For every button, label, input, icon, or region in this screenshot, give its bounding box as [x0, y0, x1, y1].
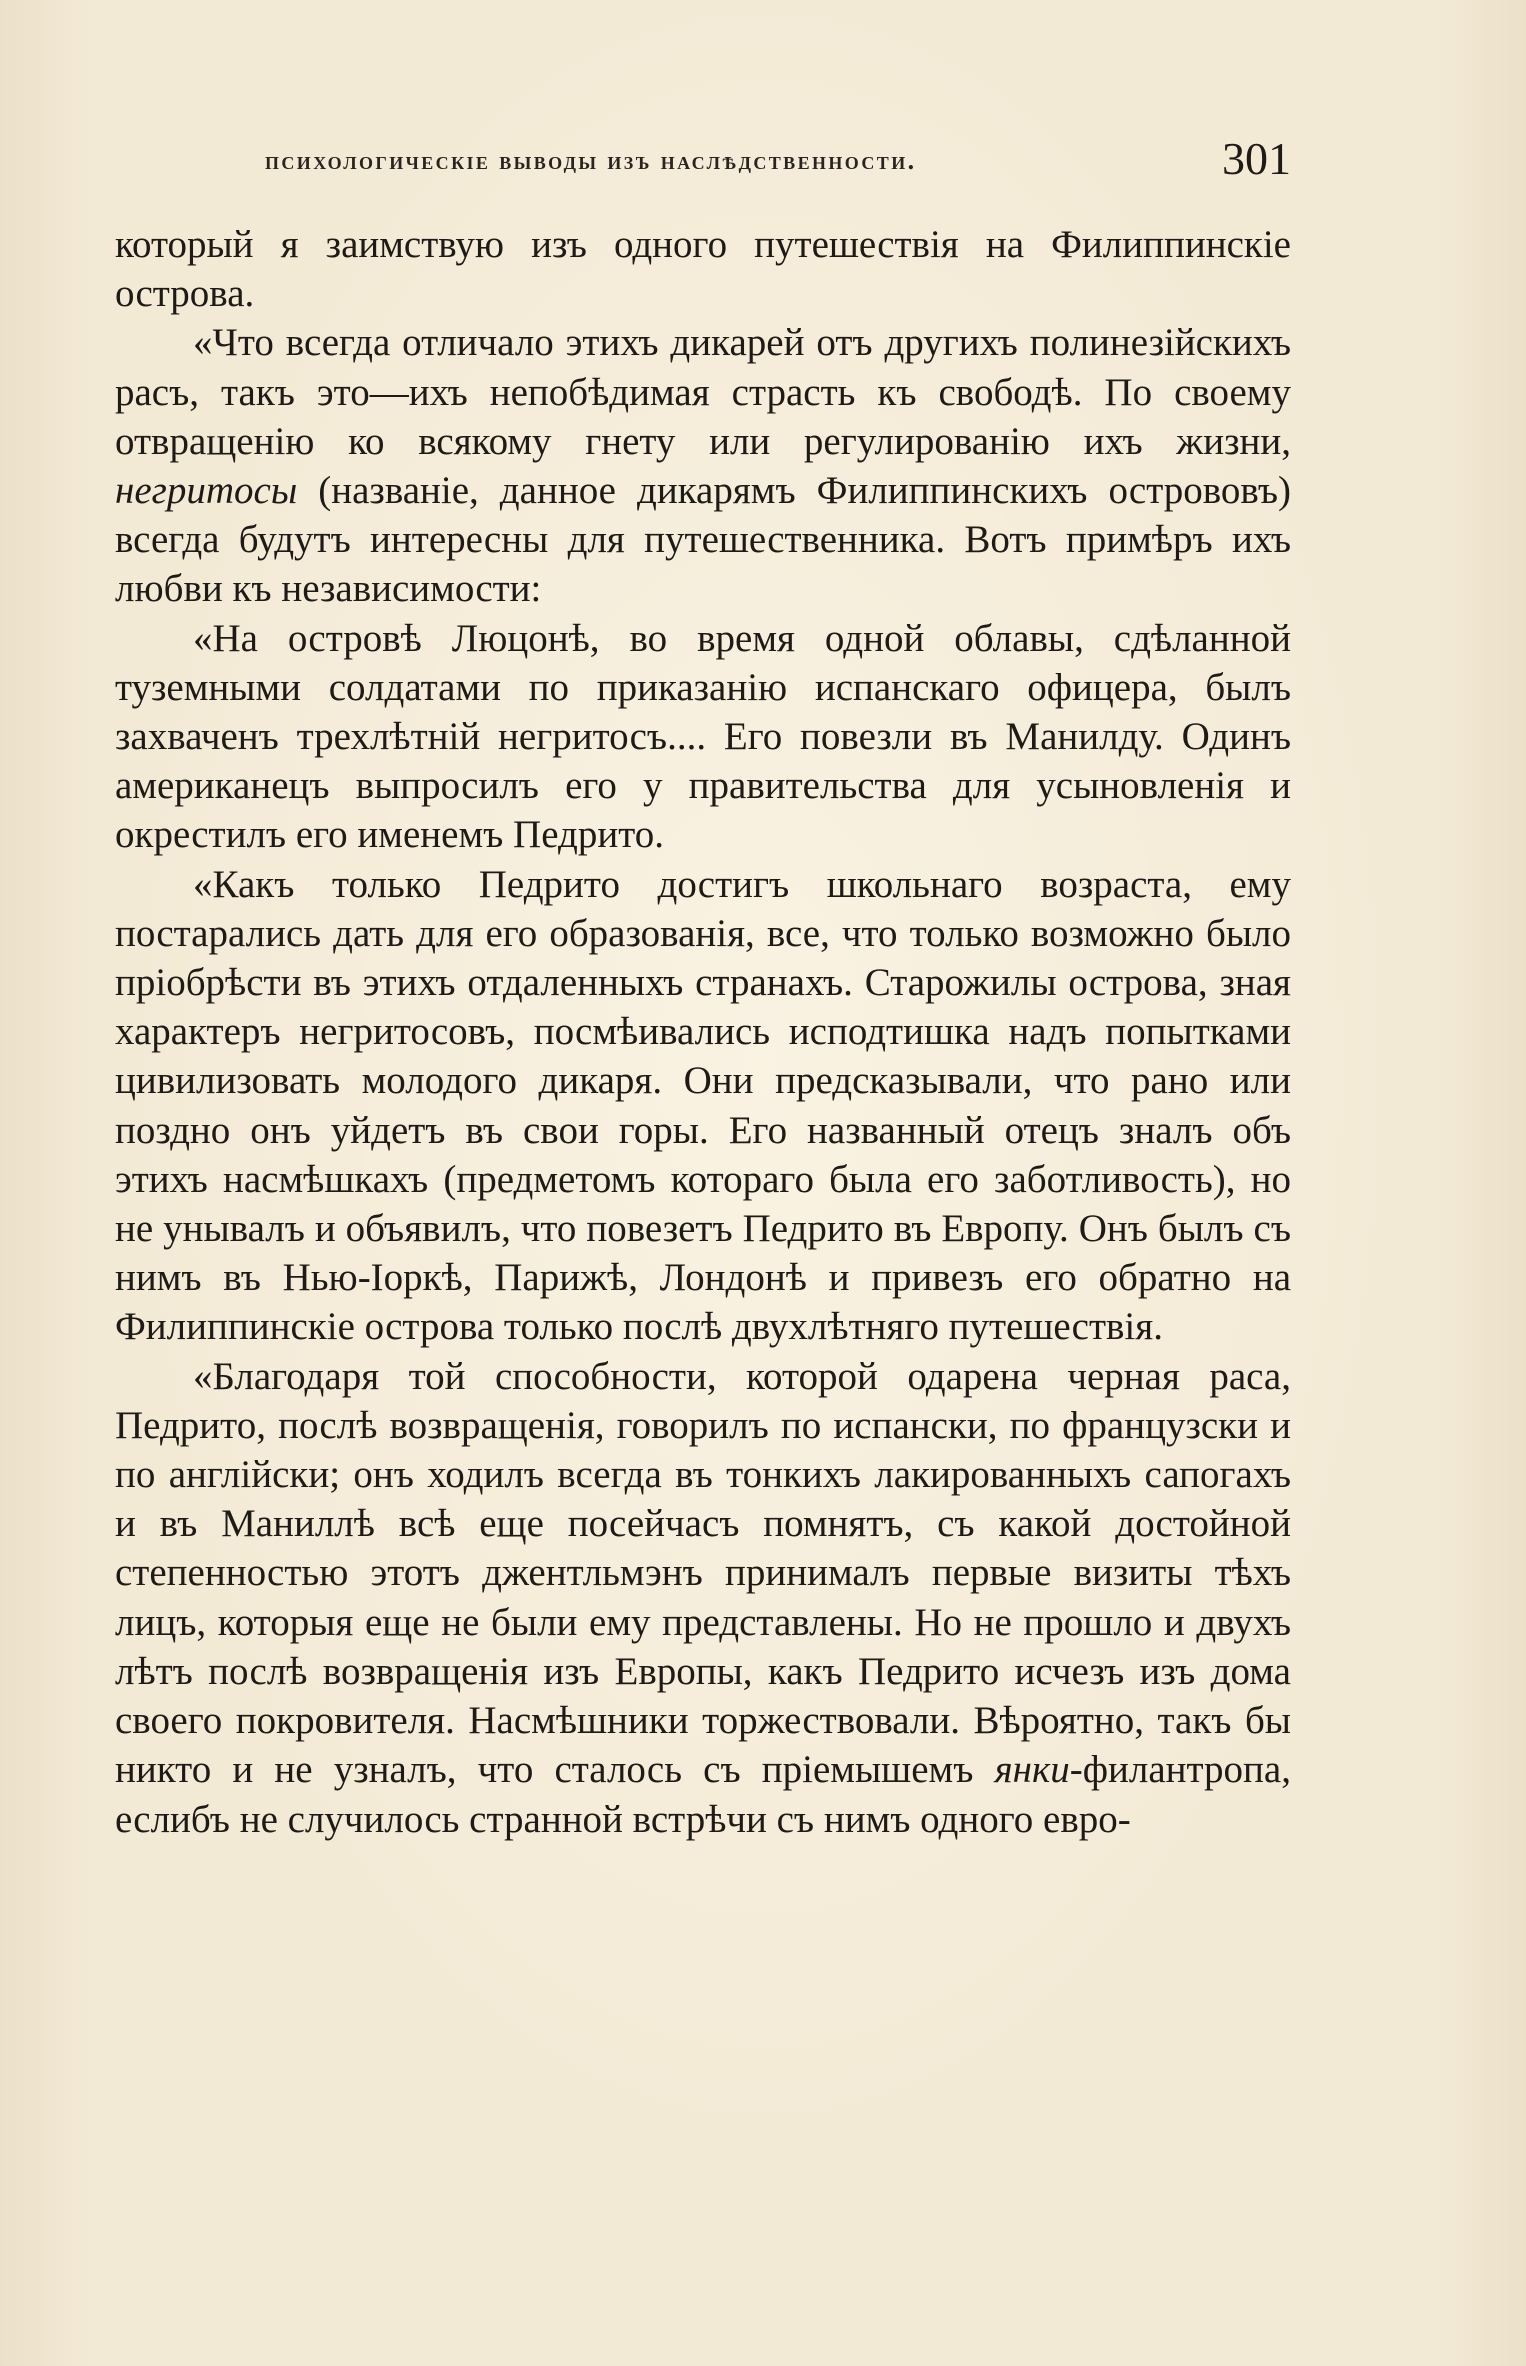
- paragraph-2-text-start: «Что всегда отличало этихъ дикарей отъ другихъ полинезійскихъ расъ, такъ это—ихъ непобѣдимая страсть къ свободѣ. По своему отвращенію ко всякому гнету или регулированію ихъ жизни,: [115, 321, 1291, 463]
- paragraph-1: [115, 220, 1291, 318]
- paragraph-4: [115, 860, 1291, 1352]
- page-header: [115, 132, 1291, 188]
- paragraph-2-italic-term: негритосы: [115, 469, 298, 513]
- paragraph-5-text-end: -филантропа, еслибъ не случилось странной встрѣчи съ нимъ одного евро-: [115, 1748, 1291, 1841]
- body-text: [115, 220, 1291, 1844]
- page-number: 301: [1222, 133, 1291, 184]
- running-head: психологическіе выводы изъ наслѣдственности.: [265, 146, 917, 175]
- paragraph-5-text-start: «Благодаря той способности, которой одарена черная раса, Педрито, послѣ возвращенія, говорилъ по испански, по французски и по англійски; онъ ходилъ всегда въ тонкихъ лакированныхъ сапогахъ и въ Маниллѣ всѣ еще посейчасъ помнятъ, съ какой достойной степенностью этотъ джентльмэнъ принималъ первые визиты тѣхъ лицъ, которыя еще не были ему представлены. Но не прошло и двухъ лѣтъ послѣ возвращенія изъ Европы, какъ Педрито исчезъ изъ дома своего покровителя. Насмѣшники торжествовали. Вѣроятно, такъ бы никто и не узналъ, что сталось съ пріемышемъ: [115, 1354, 1291, 1792]
- paragraph-2: [115, 318, 1291, 613]
- paragraph-5-italic-term: янки: [994, 1748, 1070, 1792]
- paragraph-1-text: который я заимствую изъ одного путешествія на Филиппинскіе острова.: [115, 223, 1291, 316]
- paragraph-3-text: «На островѣ Люцонѣ, во время одной облавы, сдѣланной туземными солдатами по приказанію испанскаго офицера, былъ захваченъ трехлѣтній негритосъ.... Его повезли въ Манилду. Одинъ американецъ выпросилъ его у правительства для усыновленія и окрестилъ его именемъ Педрито.: [115, 616, 1291, 857]
- paragraph-3: [115, 614, 1291, 860]
- paragraph-4-text: «Какъ только Педрито достигъ школьнаго возраста, ему постарались дать для его образованія, все, что только возможно было пріобрѣсти въ этихъ отдаленныхъ странахъ. Старожилы острова, зная характеръ негритосовъ, посмѣивались исподтишка надъ попытками цивилизовать молодого дикаря. Они предсказывали, что рано или поздно онъ уйдетъ въ свои горы. Его названный отецъ зналъ объ этихъ насмѣшкахъ (предметомъ котораго была его заботливость), но не унывалъ и объявилъ, что повезетъ Педрито въ Европу. Онъ былъ съ нимъ въ Нью-Іоркѣ, Парижѣ, Лондонѣ и привезъ его обратно на Филиппинскіе острова только послѣ двухлѣтняго путешествія.: [115, 862, 1291, 1349]
- paragraph-2-text-end: (названіе, данное дикарямъ Филиппинскихъ острововъ) всегда будутъ интересны для путешественника. Вотъ примѣръ ихъ любви къ независимости:: [115, 469, 1291, 611]
- paragraph-5: [115, 1352, 1291, 1844]
